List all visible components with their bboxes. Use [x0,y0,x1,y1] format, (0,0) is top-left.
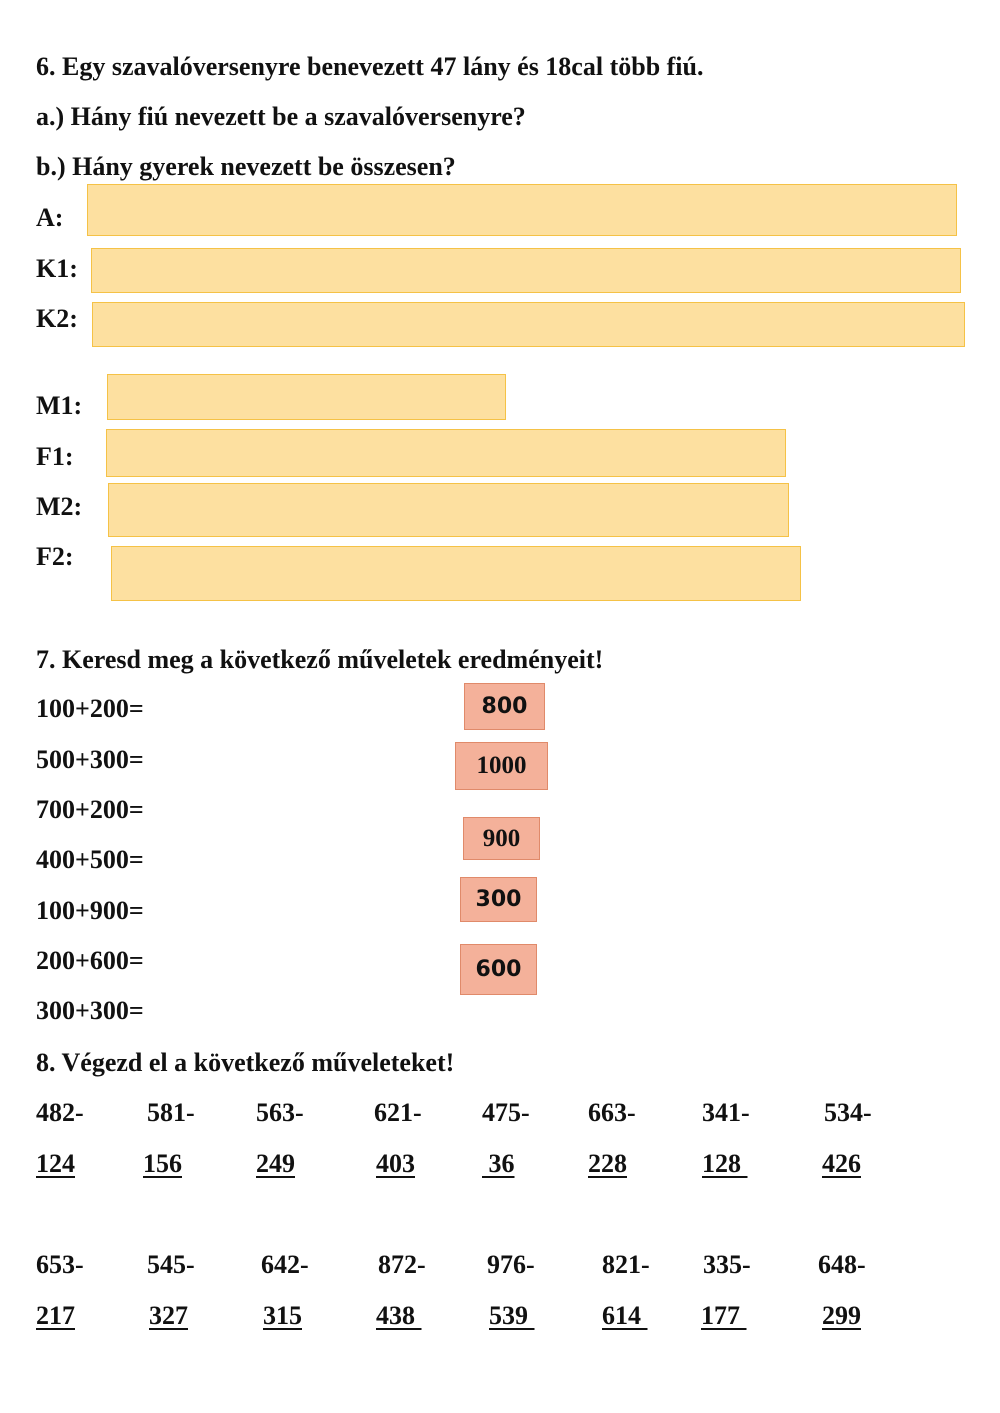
subtraction-5-subtrahend: 36 [482,1149,515,1178]
task6-title: 6. Egy szavalóversenyre benevezett 47 lány és 18cal több fiú. [36,52,704,81]
field-label-m1: M1: [36,391,83,420]
equation-3: 700+200= [36,795,144,824]
subtraction-15-minuend: 335- [703,1250,751,1279]
answer-field-m1[interactable] [107,374,506,420]
subtraction-9-subtrahend: 217 [36,1301,75,1330]
answer-field-k2[interactable] [92,302,965,347]
subtraction-10-minuend: 545- [147,1250,195,1279]
subtraction-7-subtrahend: 128 [702,1149,748,1178]
subtraction-11-subtrahend: 315 [263,1301,302,1330]
draggable-answer-800[interactable]: 800 [464,683,545,730]
subtraction-16-minuend: 648- [818,1250,866,1279]
answer-field-f2[interactable] [111,546,801,601]
field-label-f1: F1: [36,442,74,471]
equation-4: 400+500= [36,845,144,874]
subtraction-12-subtrahend: 438 [376,1301,422,1330]
subtraction-5-minuend: 475- [482,1098,530,1127]
subtraction-13-subtrahend: 539 [489,1301,535,1330]
task8-title: 8. Végezd el a következő műveleteket! [36,1048,455,1077]
subtraction-6-minuend: 663- [588,1098,636,1127]
subtraction-9-minuend: 653- [36,1250,84,1279]
equation-2: 500+300= [36,745,144,774]
subtraction-12-minuend: 872- [378,1250,426,1279]
subtraction-15-subtrahend: 177 [701,1301,747,1330]
draggable-answer-300[interactable]: 300 [460,877,537,922]
subtraction-4-minuend: 621- [374,1098,422,1127]
subtraction-2-minuend: 581- [147,1098,195,1127]
answer-field-k1[interactable] [91,248,961,293]
equation-5: 100+900= [36,896,144,925]
subtraction-8-minuend: 534- [824,1098,872,1127]
draggable-answer-600[interactable]: 600 [460,944,537,995]
field-label-a: A: [36,203,64,232]
subtraction-2-subtrahend: 156 [143,1149,182,1178]
field-label-f2: F2: [36,542,74,571]
subtraction-14-minuend: 821- [602,1250,650,1279]
answer-field-a[interactable] [87,184,957,236]
field-label-k2: K2: [36,304,78,333]
subtraction-10-subtrahend: 327 [149,1301,188,1330]
equation-1: 100+200= [36,694,144,723]
answer-field-m2[interactable] [108,483,789,537]
field-label-k1: K1: [36,254,78,283]
subtraction-6-subtrahend: 228 [588,1149,627,1178]
subtraction-3-subtrahend: 249 [256,1149,295,1178]
draggable-answer-1000[interactable]: 1000 [455,742,548,790]
subtraction-11-minuend: 642- [261,1250,309,1279]
subtraction-1-minuend: 482- [36,1098,84,1127]
task7-title: 7. Keresd meg a következő műveletek eredményeit! [36,645,604,674]
subtraction-16-subtrahend: 299 [822,1301,861,1330]
subtraction-7-minuend: 341- [702,1098,750,1127]
equation-6: 200+600= [36,946,144,975]
subtraction-8-subtrahend: 426 [822,1149,861,1178]
subtraction-4-subtrahend: 403 [376,1149,415,1178]
subtraction-13-minuend: 976- [487,1250,535,1279]
subtraction-3-minuend: 563- [256,1098,304,1127]
subtraction-14-subtrahend: 614 [602,1301,648,1330]
equation-7: 300+300= [36,996,144,1025]
answer-field-f1[interactable] [106,429,786,477]
field-label-m2: M2: [36,492,83,521]
subtraction-1-subtrahend: 124 [36,1149,75,1178]
task6-question-b: b.) Hány gyerek nevezett be összesen? [36,152,456,181]
draggable-answer-900[interactable]: 900 [463,817,540,860]
task6-question-a: a.) Hány fiú nevezett be a szavalóversenyre? [36,102,526,131]
